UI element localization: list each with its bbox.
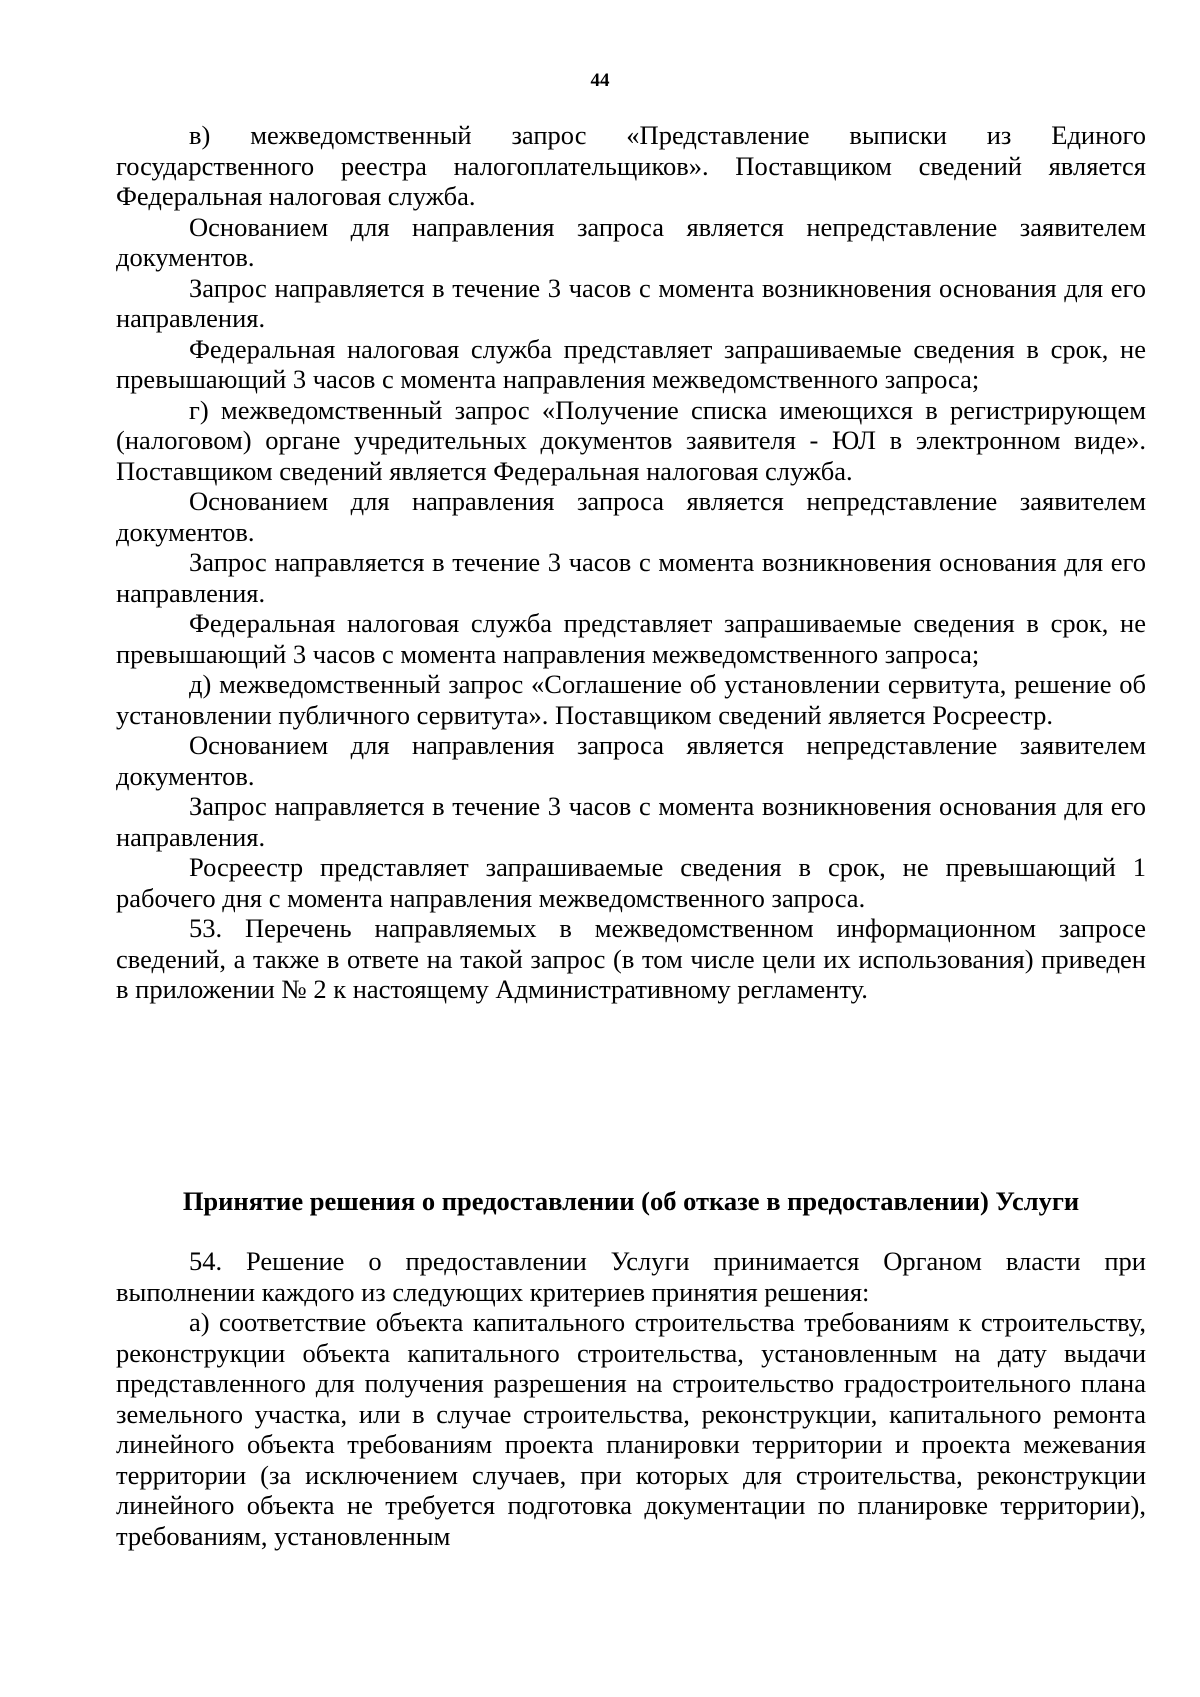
- paragraph: Основанием для направления запроса является непредставление заявителем документов.: [116, 730, 1146, 791]
- paragraph: 54. Решение о предоставлении Услуги принимается Органом власти при выполнении каждого из следующих критериев принятия решения:: [116, 1246, 1146, 1307]
- body-text-after-heading: [116, 1246, 1146, 1551]
- paragraph: Запрос направляется в течение 3 часов с момента возникновения основания для его направления.: [116, 272, 1146, 333]
- paragraph: Основанием для направления запроса является непредставление заявителем документов.: [116, 211, 1146, 272]
- paragraph: Росреестр представляет запрашиваемые сведения в срок, не превышающий 1 рабочего дня с момента направления межведомственного запроса.: [116, 852, 1146, 913]
- paragraph: а) соответствие объекта капитального строительства требованиям к строительству, реконструкции объекта капитального строительства, установленным на дату выдачи представленного для получения разрешения на строительство градостроительного плана земельного участка, или в случае строительства, реконструкции, капитального ремонта линейного объекта требованиям проекта планировки территории и проекта межевания территории (за исключением случаев, при которых для строительства, реконструкции линейного объекта не требуется подготовка документации по планировке территории), требованиям, установленным: [116, 1307, 1146, 1551]
- paragraph: 53. Перечень направляемых в межведомственном информационном запросе сведений, а также в ответе на такой запрос (в том числе цели их использования) приведен в приложении № 2 к настоящему Административному регламенту.: [116, 913, 1146, 1004]
- section-heading: Принятие решения о предоставлении (об отказе в предоставлении) Услуги: [182, 1186, 1080, 1216]
- body-text-before-heading: [116, 120, 1146, 1005]
- paragraph: Федеральная налоговая служба представляет запрашиваемые сведения в срок, не превышающий 3 часов с момента направления межведомственного запроса;: [116, 608, 1146, 669]
- page-number: 44: [590, 70, 610, 91]
- paragraph: Запрос направляется в течение 3 часов с момента возникновения основания для его направления.: [116, 791, 1146, 852]
- paragraph: д) межведомственный запрос «Соглашение об установлении сервитута, решение об установлении публичного сервитута». Поставщиком сведений является Росреестр.: [116, 669, 1146, 730]
- paragraph: Федеральная налоговая служба представляет запрашиваемые сведения в срок, не превышающий 3 часов с момента направления межведомственного запроса;: [116, 333, 1146, 394]
- paragraph: в) межведомственный запрос «Представление выписки из Единого государственного реестра налогоплательщиков». Поставщиком сведений является Федеральная налоговая служба.: [116, 120, 1146, 211]
- paragraph: Основанием для направления запроса является непредставление заявителем документов.: [116, 486, 1146, 547]
- paragraph: Запрос направляется в течение 3 часов с момента возникновения основания для его направления.: [116, 547, 1146, 608]
- paragraph: г) межведомственный запрос «Получение списка имеющихся в регистрирующем (налоговом) органе учредительных документов заявителя - ЮЛ в электронном виде». Поставщиком сведений является Федеральная налоговая служба.: [116, 394, 1146, 486]
